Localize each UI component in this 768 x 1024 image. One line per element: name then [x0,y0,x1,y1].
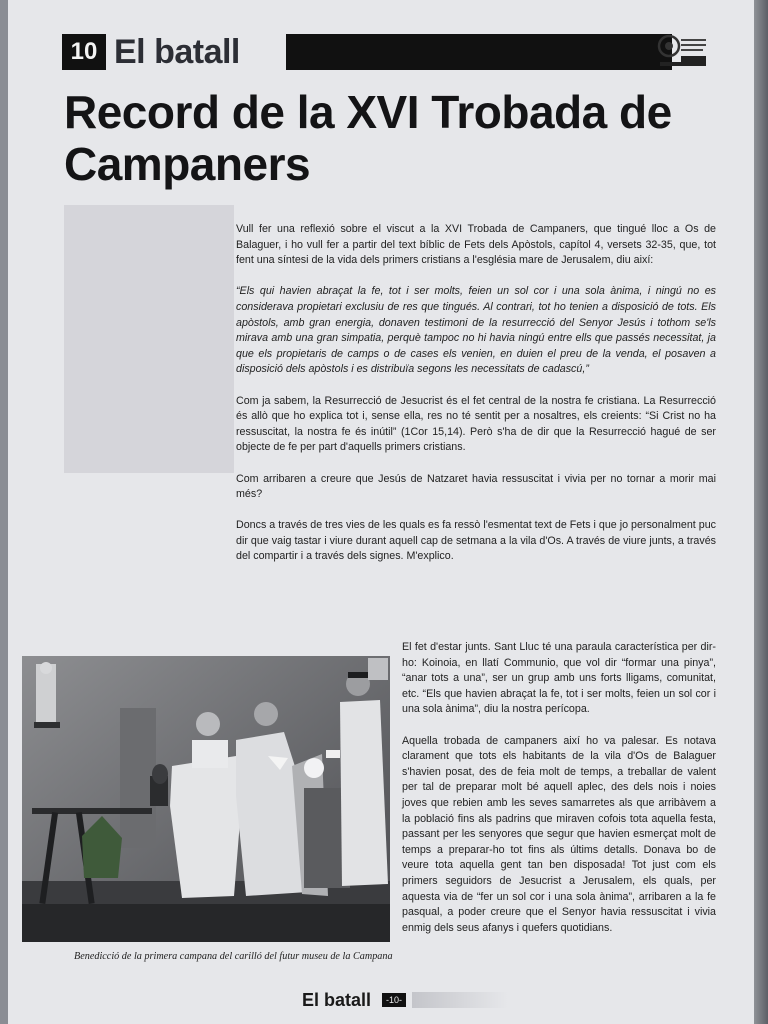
header-black-bar [286,34,672,70]
header-magazine-name: El batall [114,33,240,71]
magazine-page [8,0,756,1024]
footer-magazine-name: El batall [302,990,372,1010]
paragraph-quote: “Els qui havien abraçat la fe, tot i ser molts, feien un sol cor i una sola ànima, i ningú no es considerava propietari exclusiu de res que tingués. Al contrari, tot ho tenien a disposició de tots. Els apòstols, amb gran energia, donaven testimoni de la resurrecció del Senyor Jesús i tothom se'ls mirava amb una gran simpatia, perquè tampoc no hi havia ningú entre ells que passés necessitat, ja que els propietaris de camps o de cases els venien, en duien el preu de la venda, el posaven a disposició dels apòstols i es distribuïa segons les necessitats de cadascú,” [236,285,716,376]
paragraph-gathering: Aquella trobada de campaners així ho va palesar. Es notava clarament que tots els habitants de la vila d'Os de Balaguer s'havien posat, des de feia molt de temps, a treballar de valent per tal de preparar molt bé aquell aplec, des dels nois i noies joves que rebien amb les seves samarretes als que arribàvem a la població fins als padrins que miraven cofois tota aquella festa, passant per les senyores que segur que havien esmerçat molt de temps a preparar-ho tot fins als últims detalls. Donava bo de veure tota aquella gent tan ben disposada! Tot just com els primers seguidors de Jesucrist a Jerusalem, els quals, per aquesta via de “fer un sol cor i una sola ànima”, arribaren a la fe pasqual, a poder creure que el Senyor havia ressuscitat i vivia enmig dels seus afanys i quefers quotidians. [402,734,716,934]
article-body-main [236,222,716,581]
paragraph-resurrection: Com ja sabem, la Resurrecció de Jesucrist és el fet central de la nostra fe cristiana. La Resurrecció és allò que ho explica tot i, sense ella, res no té sentit per a nosaltres, els creients: “Si Crist no ha ressuscitat, la nostra fe és inútil” (1Cor 15,14). Però s'ha de dir que la Resurrecció hagué de ser objecte de fe per part d'aquells primers cristians. [236,394,716,454]
paragraph-question: Com arribaren a creure que Jesús de Natzaret havia ressuscitat i vivia per no tornar a morir mai més? [236,472,716,501]
footer-page-number: -10- [382,993,406,1007]
paragraph-three-ways: Doncs a través de tres vies de les quals es fa ressò l'esmentat text de Fets i que jo personalment puc dir que vaig tastar i viure durant aquell cap de setmana a la vila d'Os. A través de viure junts, a través del compartir i a través dels signes. M'explico. [236,519,716,563]
paragraph-together: El fet d'estar junts. Sant Lluc té una paraula característica per dir-ho: Koinoia, en llatí Communio, que vol dir “formar una pinya”, “anar tots a una”, ser un grup amb uns forts lligams, comunitat, etc. “Els que havien abraçat la fe, tot i ser molts, feien un sol cor i una sola ànima”, diu la nostra perícopa. [402,641,716,716]
article-title: Record de la XVI Trobada de Campaners [64,86,672,190]
show-through-image [64,205,234,473]
photo-caption: Benedicció de la primera campana del carilló del futur museu de la Campana [74,951,393,962]
page-header [62,34,672,70]
confraria-logo-icon [656,32,708,72]
page-edge-shadow [754,0,768,1024]
footer-decorative-bar [412,992,508,1008]
article-photo [22,656,390,942]
header-page-number: 10 [62,34,106,70]
article-body-right [402,640,716,952]
paragraph-intro: Vull fer una reflexió sobre el viscut a la XVI Trobada de Campaners, que tingué lloc a Os de Balaguer, i ho vull fer a partir del text bíblic de Fets dels Apòstols, capítol 4, versets 32-35, que, tot fent una síntesi de la vida dels primers cristians a l'església mare de Jerusalem, diu així: [236,223,716,267]
